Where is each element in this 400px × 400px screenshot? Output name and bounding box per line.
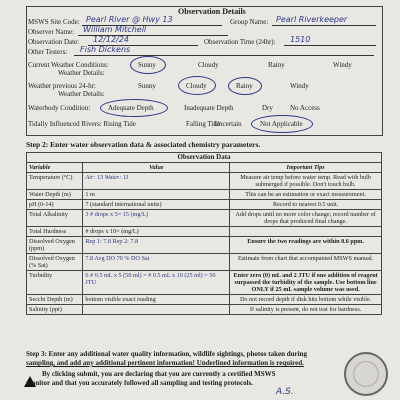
previous-weather-details-label: Weather Details:	[58, 90, 105, 98]
step3-line4: monitor and that you accurately followed all sampling and testing protocols.	[26, 379, 254, 387]
no-access-option[interactable]: No Access	[290, 104, 320, 112]
group-name-label: Group Name:	[230, 18, 269, 26]
form-sheet	[8, 4, 394, 396]
observer-name-value[interactable]: William Mitchell	[83, 25, 147, 34]
do-sat-label: Dissolved Oxygen (% Sat)	[27, 254, 83, 271]
ph-label: pH (0-14)	[27, 200, 83, 210]
previous-weather-label: Weather previous 24-hr:	[28, 82, 96, 90]
not-applicable-circle	[251, 115, 313, 133]
table-row	[27, 305, 382, 315]
observation-data-table	[26, 152, 382, 315]
not-applicable-option[interactable]: Not Applicable	[260, 120, 303, 128]
alkalinity-value[interactable]: 3 # drops x 5= 15 (mg/L)	[83, 210, 230, 227]
table-row	[27, 190, 382, 200]
observation-details-title: Observation Details	[178, 7, 246, 16]
water-depth-value[interactable]: 1 m	[83, 190, 230, 200]
previous-windy-option[interactable]: Windy	[290, 82, 309, 90]
observation-date-label: Observation Date:	[28, 38, 80, 46]
water-depth-label: Water Depth (m)	[27, 190, 83, 200]
do-ppm-label: Dissolved Oxygen (ppm)	[27, 237, 83, 254]
variable-header: Variable	[27, 163, 83, 173]
tidal-rivers-label: Tidally Influenced Rivers: Rising Tide	[28, 120, 136, 128]
table-row	[27, 271, 382, 295]
water-depth-tip: This can be an estimation or exact measurement.	[230, 190, 382, 200]
temperature-tip: Measure air temp before water temp. Read with bulb submerged if possible. Don't touch bulb.	[230, 173, 382, 190]
tips-header: Important Tips	[230, 163, 382, 173]
step3-line3: By clicking submit, you are declaring that you are currently a certified MSWS	[42, 370, 276, 378]
secchi-value[interactable]: bottom visible exact reading	[83, 295, 230, 305]
current-windy-option[interactable]: Windy	[333, 61, 352, 69]
secchi-tip: Do not record depth if disk hits bottom while visible.	[230, 295, 382, 305]
uncertain-option[interactable]: Uncertain	[214, 120, 242, 128]
table-row	[27, 210, 382, 227]
signature: A.S.	[276, 387, 294, 397]
site-code-value[interactable]: Pearl River @ Hwy 13	[86, 15, 173, 24]
falling-tide-option[interactable]: Falling Tide	[186, 120, 221, 128]
observation-date-value[interactable]: 12/12/24	[93, 35, 129, 44]
group-name-value[interactable]: Pearl Riverkeeper	[276, 15, 348, 24]
turbidity-label: Turbidity	[27, 271, 83, 295]
site-code-label: MSWS Site Code:	[28, 18, 80, 26]
do-sat-value[interactable]: 7.8 Avg DO 70 % DO Sat	[83, 254, 230, 271]
other-testers-value[interactable]: Fish Dickens	[80, 45, 131, 54]
current-sunny-circle	[130, 56, 166, 74]
ph-tip: Record to nearest 0.5 unit.	[230, 200, 382, 210]
current-rainy-option[interactable]: Rainy	[268, 61, 285, 69]
other-testers-label: Other Testers:	[28, 48, 68, 56]
current-weather-details-label: Weather Details:	[58, 69, 105, 77]
hardness-label: Total Hardness	[27, 227, 83, 237]
hardness-value[interactable]: # drops x 10= (mg/L)	[83, 227, 230, 237]
current-sunny-option[interactable]: Sunny	[138, 61, 156, 69]
previous-rainy-option[interactable]: Rainy	[236, 82, 253, 90]
ph-value[interactable]: 7 (standard international units)	[83, 200, 230, 210]
table-row	[27, 237, 382, 254]
adequate-depth-circle	[100, 99, 168, 117]
table-row	[27, 227, 382, 237]
value-header: Value	[83, 163, 230, 173]
previous-cloudy-option[interactable]: Cloudy	[186, 82, 207, 90]
observer-name-label: Observer Name:	[28, 28, 75, 36]
temperature-label: Temperature (°C)	[27, 173, 83, 190]
table-row	[27, 173, 382, 190]
salinity-value[interactable]	[83, 305, 230, 315]
inadequate-depth-option[interactable]: Inadequate Depth	[184, 104, 234, 112]
waterbody-condition-label: Waterbody Condition:	[28, 104, 91, 112]
alkalinity-tip: Add drops until no more color change; record number of drops that produced final change.	[230, 210, 382, 227]
secchi-label: Secchi Depth (m)	[27, 295, 83, 305]
current-cloudy-option[interactable]: Cloudy	[198, 61, 219, 69]
previous-cloudy-circle	[178, 76, 216, 95]
hardness-tip	[230, 227, 382, 237]
current-weather-label: Current Weather Conditions:	[28, 61, 109, 69]
table-row	[27, 254, 382, 271]
table-title: Observation Data	[27, 153, 382, 163]
salinity-tip: If salinity is present, do not test for hardness.	[230, 305, 382, 315]
table-row	[27, 200, 382, 210]
dry-option[interactable]: Dry	[262, 104, 273, 112]
step3-line2: sampling, and add any additional pertinent information! Underlined information is required.	[26, 359, 304, 367]
turbidity-value[interactable]: 6 # 0.5 mL x 5 (50 ml) = # 0.5 mL x 10 (25 ml) = 50 JTU	[83, 271, 230, 295]
step2-heading: Step 2: Enter water observation data & associated chemistry parameters.	[26, 140, 261, 149]
alkalinity-label: Total Alkalinity	[27, 210, 83, 227]
do-sat-tip: Estimate from chart that accompanied MSWS manual.	[230, 254, 382, 271]
previous-sunny-option[interactable]: Sunny	[138, 82, 156, 90]
certification-seal-icon	[344, 352, 388, 396]
temperature-value[interactable]: Air: 13 Water: 11	[83, 173, 230, 190]
step3-line1: Step 3: Enter any additional water quality information, wildlife sightings, photos taken during	[26, 350, 307, 358]
table-row	[27, 295, 382, 305]
observation-time-label: Observation Time (24hr):	[204, 38, 276, 46]
turbidity-tip: Enter zero (0) mL and 2 JTU if one addition of reagent surpassed the turbidity of the sample. Use bottom line ONLY if 25 mL sample volume was used.	[230, 271, 382, 295]
previous-rainy-circle	[228, 77, 262, 95]
adequate-depth-option[interactable]: Adequate Depth	[108, 104, 154, 112]
salinity-label: Salinity (ppt)	[27, 305, 83, 315]
observation-time-value[interactable]: 1510	[290, 35, 311, 44]
do-ppm-tip: Ensure the two readings are within 0.6 ppm.	[230, 237, 382, 254]
do-ppm-value[interactable]: Rep 1: 7.8 Rep 2: 7.8	[83, 237, 230, 254]
